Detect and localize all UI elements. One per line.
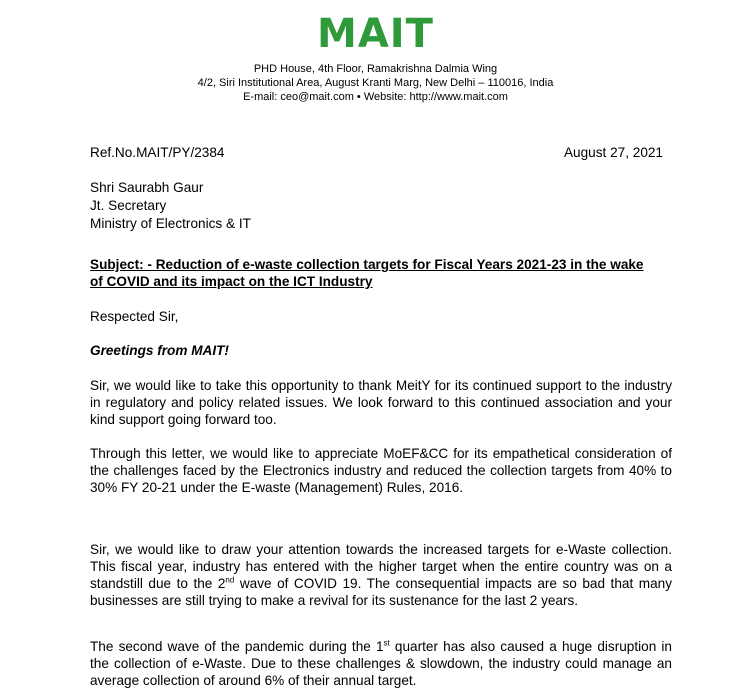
mait-logo: MAIT bbox=[317, 11, 434, 57]
paragraph-4-text-a: The second wave of the pandemic during the 1 bbox=[90, 639, 384, 654]
address-line-1: PHD House, 4th Floor, Ramakrishna Dalmia Wing bbox=[253, 63, 498, 75]
reference-number: Ref.No.MAIT/PY/2384 bbox=[90, 145, 225, 160]
paragraph-3-superscript: nd bbox=[225, 575, 235, 585]
letter-date: August 27, 2021 bbox=[563, 145, 663, 160]
contact-line: E-mail: ceo@mait.com • Website: http://www.mait.com bbox=[243, 91, 508, 103]
paragraph-4-text-b: quarter has also caused a huge disruption in the collection of e-Waste. Due to these challenges & slowdown, the industry could manage an average collection of around 6% of their annual target. bbox=[90, 639, 672, 688]
paragraph-2: Through this letter, we would like to appreciate MoEF&CC for its empathetical consideration of the challenges faced by the Electronics industry and reduced the collection targets from 40% to 30% FY 20-21 under the E-waste (Management) Rules, 2016. bbox=[90, 446, 672, 495]
paragraph-4 bbox=[90, 638, 672, 689]
paragraph-1: Sir, we would like to take this opportunity to thank MeitY for its continued support to the industry in regulatory and policy related issues. We look forward to this continued association and your kind support going forward too. bbox=[90, 378, 672, 427]
paragraph-4-superscript: st bbox=[383, 638, 390, 648]
subject-line: Subject: - Reduction of e-waste collection targets for Fiscal Years 2021-23 in the wake of COVID and its impact on the ICT Industry bbox=[90, 257, 644, 289]
paragraph-3-text-b: wave of COVID 19. The consequential impacts are so bad that many businesses are still trying to make a revival for its sustenance for the last 2 years. bbox=[90, 576, 672, 608]
greeting: Greetings from MAIT! bbox=[90, 343, 229, 358]
recipient-name: Shri Saurabh Gaur bbox=[90, 180, 204, 195]
paragraph-3-text-a: Sir, we would like to draw your attention towards the increased targets for e-Waste collection. This fiscal year, industry has entered with the higher target when the entire country was on a standstill due to the 2 bbox=[90, 542, 672, 591]
recipient-title: Jt. Secretary bbox=[90, 198, 167, 213]
salutation: Respected Sir, bbox=[90, 309, 179, 324]
recipient-ministry: Ministry of Electronics & IT bbox=[90, 216, 251, 231]
paragraph-3 bbox=[90, 541, 672, 609]
address-line-2: 4/2, Siri Institutional Area, August Kranti Marg, New Delhi – 110016, India bbox=[197, 77, 554, 89]
